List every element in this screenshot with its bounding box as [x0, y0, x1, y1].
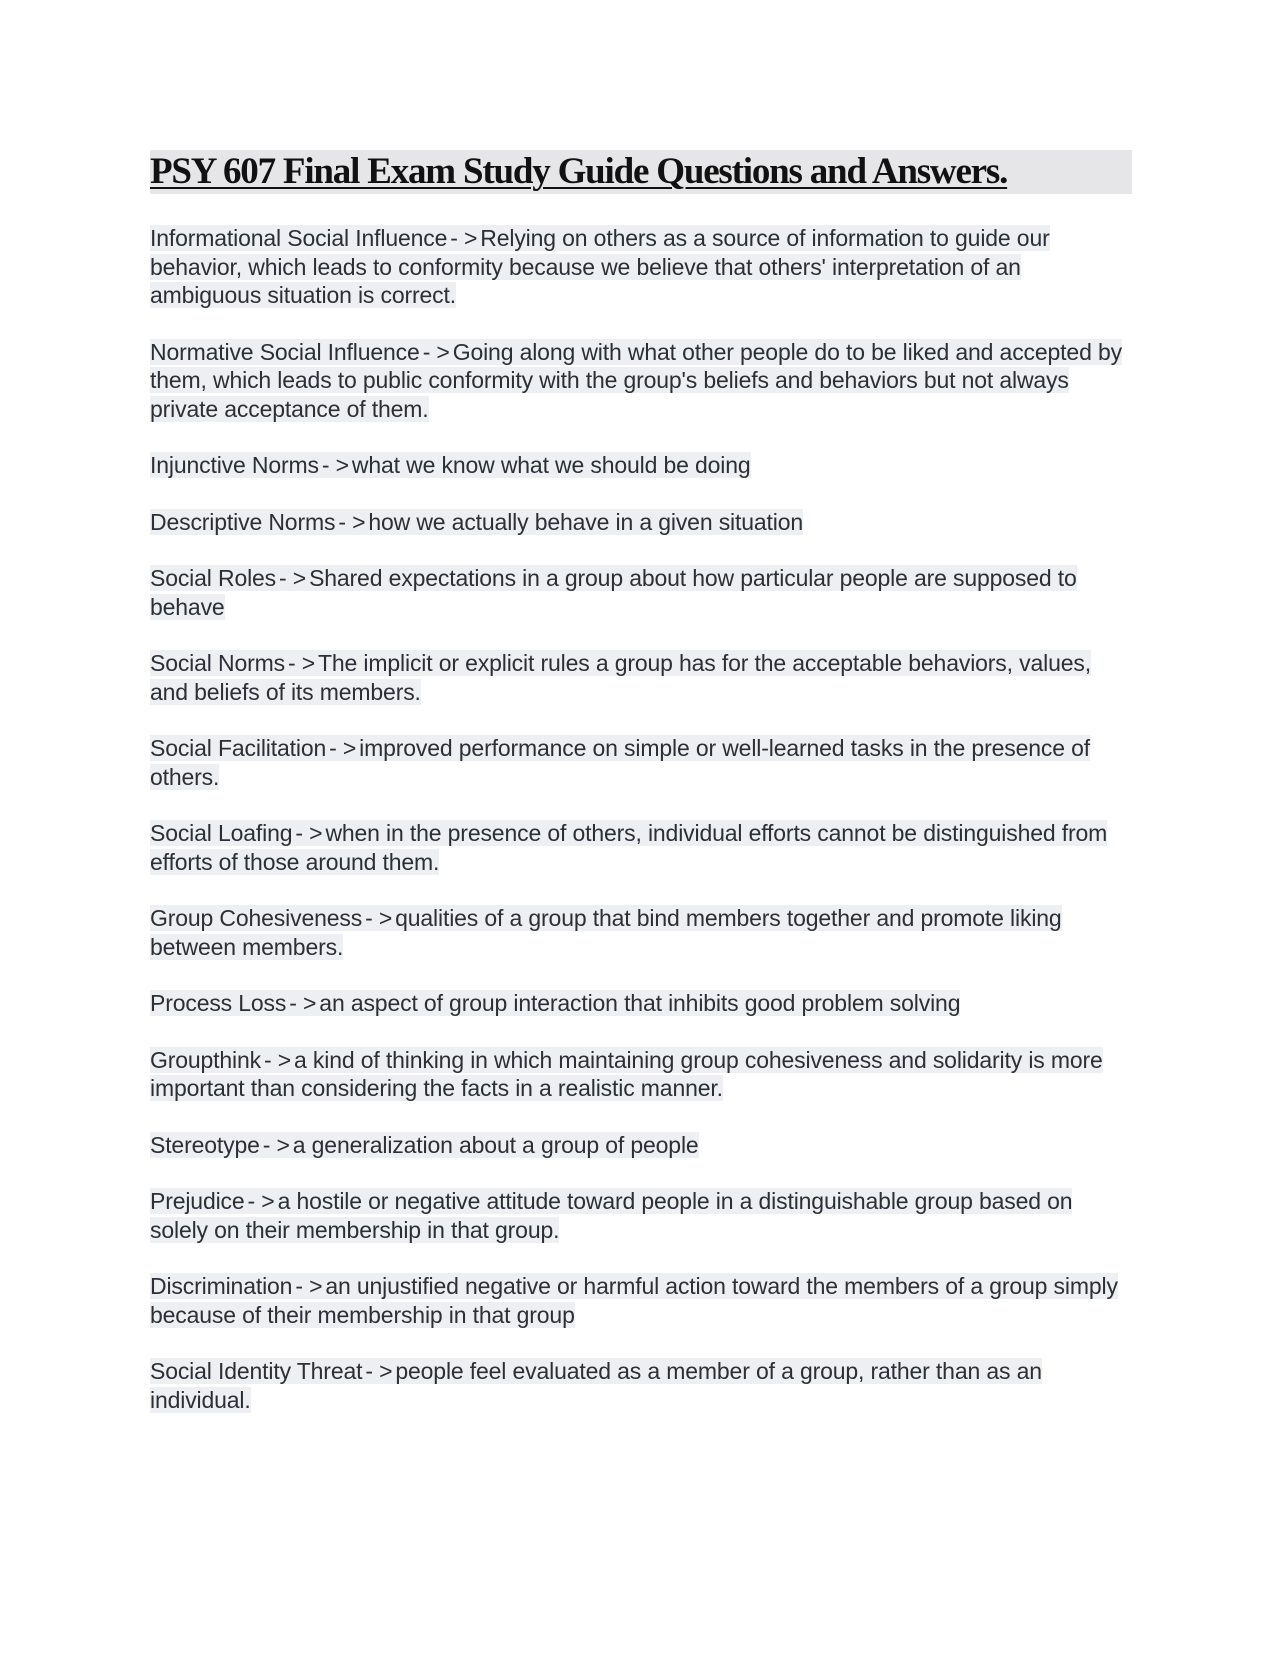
entry-term: Discrimination: [150, 1273, 293, 1299]
entry-term: Social Loafing: [150, 820, 293, 846]
entry-definition: an aspect of group interaction that inhibits good problem solving: [319, 990, 961, 1016]
entry-separator: - >: [289, 990, 317, 1016]
list-item: [150, 734, 1132, 791]
list-item: [150, 338, 1132, 424]
entry-separator: - >: [264, 1046, 292, 1073]
entry-definition: Relying on others as a source of information to guide our behavior, which leads to conformity because we believe that others' interpretation of an ambiguous situation is correct.: [150, 225, 1050, 308]
entry-separator: - >: [279, 565, 307, 591]
list-item: [150, 819, 1132, 876]
entry-definition: Shared expectations in a group about how particular people are supposed to behave: [150, 565, 1077, 620]
list-item: [150, 904, 1132, 961]
document-page: [150, 150, 1132, 1442]
list-item: [150, 564, 1132, 621]
list-item: [150, 1357, 1132, 1414]
entry-separator: - >: [321, 452, 349, 478]
entry-definition: an unjustified negative or harmful action toward the members of a group simply because of their membership in that group: [150, 1273, 1118, 1328]
entry-definition: qualities of a group that bind members together and promote liking between members.: [150, 905, 1062, 960]
entry-term: Injunctive Norms: [150, 452, 319, 478]
list-item: [150, 508, 1132, 537]
entry-term: Stereotype: [150, 1131, 260, 1158]
entry-separator: - >: [247, 1188, 275, 1214]
list-item: [150, 224, 1132, 310]
entry-separator: - >: [287, 650, 315, 676]
entry-definition: what we know what we should be doing: [351, 452, 751, 478]
entry-separator: - >: [365, 1358, 393, 1384]
entry-term: Informational Social Influence: [150, 225, 448, 251]
entry-separator: - >: [365, 905, 393, 931]
entry-separator: - >: [450, 225, 478, 251]
entry-term: Process Loss: [150, 990, 287, 1016]
entry-separator: - >: [422, 338, 450, 365]
entry-term: Normative Social Influence: [150, 338, 420, 365]
list-item: [150, 1046, 1132, 1103]
entry-list: [150, 224, 1132, 1414]
entry-separator: - >: [338, 508, 366, 535]
entry-term: Prejudice: [150, 1188, 245, 1214]
entry-term: Social Identity Threat: [150, 1358, 363, 1384]
entry-definition: a generalization about a group of people: [292, 1131, 699, 1158]
entry-separator: - >: [329, 735, 357, 761]
entry-separator: - >: [295, 820, 323, 846]
entry-separator: - >: [295, 1273, 323, 1299]
entry-term: Descriptive Norms: [150, 508, 336, 535]
entry-definition: a kind of thinking in which maintaining group cohesiveness and solidarity is more important than considering the facts in a realistic manner.: [150, 1046, 1103, 1101]
list-item: [150, 1272, 1132, 1329]
document-title: PSY 607 Final Exam Study Guide Questions and Answers.: [150, 151, 1008, 192]
list-item: [150, 1131, 1132, 1160]
entry-definition: Going along with what other people do to be liked and accepted by them, which leads to public conformity with the group's beliefs and behaviors but not always private acceptance of them.: [150, 338, 1122, 422]
entry-definition: improved performance on simple or well-learned tasks in the presence of others.: [150, 735, 1090, 790]
entry-term: Social Roles: [150, 565, 277, 591]
list-item: [150, 1187, 1132, 1244]
entry-definition: people feel evaluated as a member of a group, rather than as an individual.: [150, 1358, 1042, 1413]
entry-definition: The implicit or explicit rules a group has for the acceptable behaviors, values, and beliefs of its members.: [150, 650, 1091, 705]
title-bar: [150, 150, 1132, 194]
entry-term: Social Norms: [150, 650, 285, 676]
list-item: [150, 649, 1132, 706]
entry-separator: - >: [262, 1131, 290, 1158]
entry-term: Social Facilitation: [150, 735, 327, 761]
list-item: [150, 451, 1132, 480]
list-item: [150, 989, 1132, 1018]
entry-term: Group Cohesiveness: [150, 905, 363, 931]
entry-definition: a hostile or negative attitude toward people in a distinguishable group based on solely on their membership in that group.: [150, 1188, 1073, 1243]
entry-definition: how we actually behave in a given situation: [368, 508, 804, 535]
entry-definition: when in the presence of others, individual efforts cannot be distinguished from efforts of those around them.: [150, 820, 1108, 875]
entry-term: Groupthink: [150, 1046, 262, 1073]
